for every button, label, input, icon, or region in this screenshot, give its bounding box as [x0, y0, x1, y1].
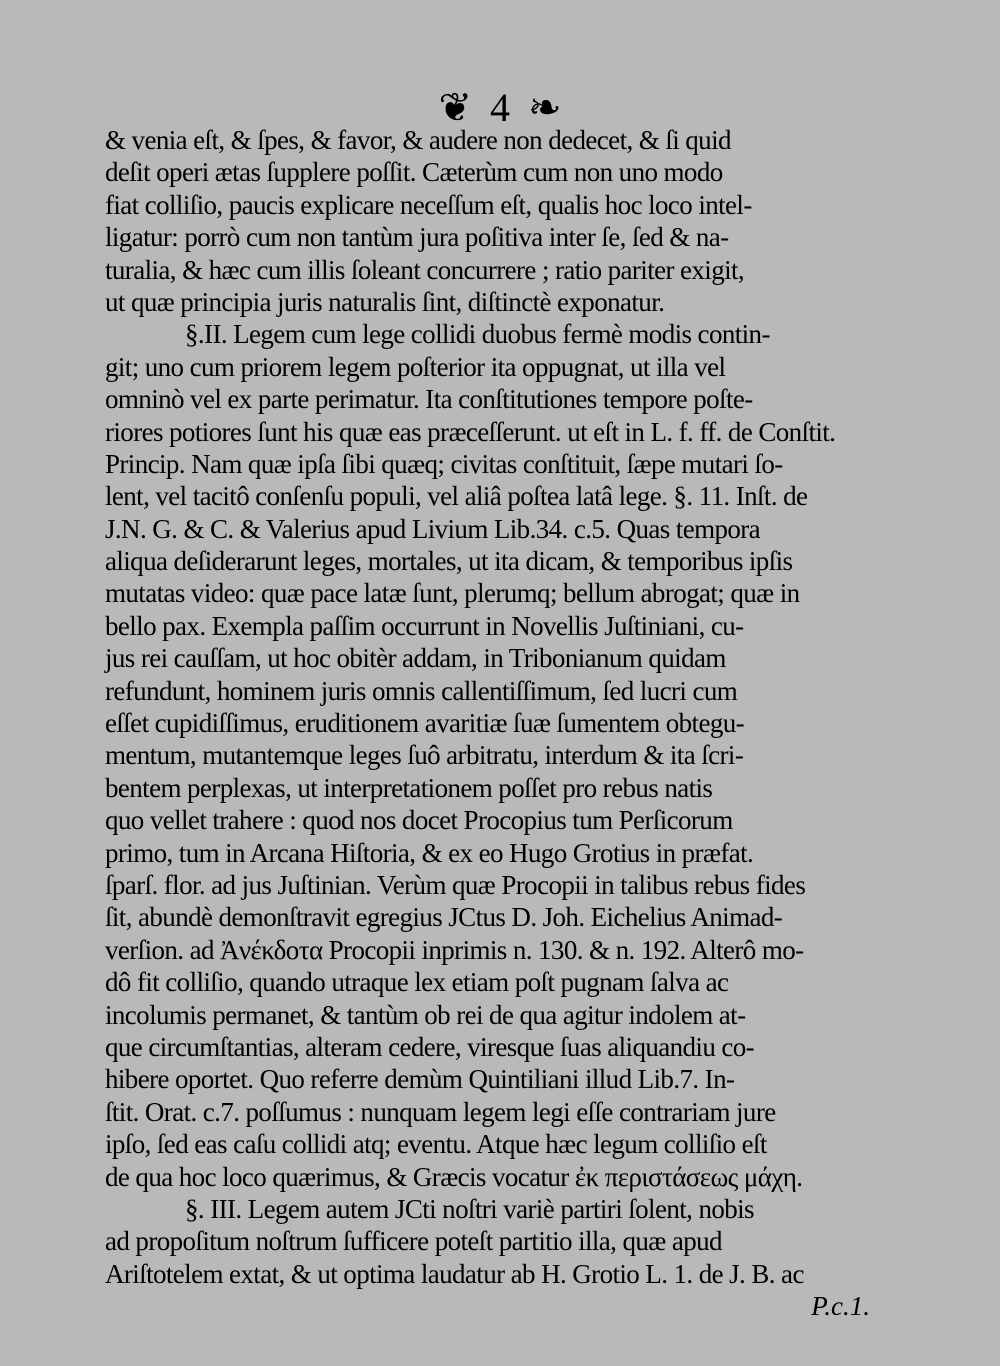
- text-line: mentum, mutantemque leges ſuô arbitratu, interdum & ita ſcri-: [105, 740, 744, 771]
- text-line: incolumis permanet, & tantùm ob rei de qua agitur indolem at-: [105, 999, 746, 1030]
- body-text: [105, 124, 875, 1290]
- text-line: ſit, abundè demonſtravit egregius JCtus D. Joh. Eichelius Animad-: [105, 902, 783, 933]
- text-line: ligatur: porrò cum non tantùm jura poſitiva inter ſe, ſed & na-: [105, 222, 729, 253]
- text-line: ad propoſitum noſtrum ſufficere poteſt partitio illa, quæ apud: [105, 1226, 722, 1257]
- text-line: jus rei cauſſam, ut hoc obitèr addam, in Tribonianum quidam: [105, 643, 726, 674]
- paragraph-start-line: §.II. Legem cum lege collidi duobus fermè modis contin-: [185, 319, 770, 350]
- text-line: J.N. G. & C. & Valerius apud Livium Lib.34. c.5. Quas tempora: [105, 513, 761, 544]
- text-line: & venia eſt, & ſpes, & favor, & audere non dedecet, & ſi quid: [105, 125, 731, 155]
- text-line: turalia, & hæc cum illis ſoleant concurrere ; ratio pariter exigit,: [105, 254, 745, 285]
- left-fleuron-icon: ❦: [438, 84, 472, 130]
- text-line: lent, vel tacitô conſenſu populi, vel aliâ poſtea latâ lege. §. 11. Inſt. de: [105, 481, 808, 512]
- text-line: bello pax. Exempla paſſim occurrunt in Novellis Juſtiniani, cu-: [105, 610, 744, 641]
- text-line: que circumſtantias, alteram cedere, viresque ſuas aliquandiu co-: [105, 1031, 755, 1062]
- text-line: quo vellet trahere : quod nos docet Procopius tum Perſicorum: [105, 805, 733, 836]
- text-line: omninò vel ex parte perimatur. Ita conſtitutiones tempore poſte-: [105, 384, 753, 415]
- text-line: hibere oportet. Quo referre demùm Quintiliani illud Lib.7. In-: [105, 1064, 735, 1095]
- text-line: de qua hoc loco quærimus, & Græcis vocatur ἐκ περιστάσεως μάχη.: [105, 1161, 803, 1192]
- text-line: Ariſtotelem extat, & ut optima laudatur ab H. Grotio L. 1. de J. B. ac: [105, 1258, 804, 1289]
- text-line: bentem perplexas, ut interpretationem poſſet pro rebus natis: [105, 772, 713, 803]
- right-fleuron-icon: ❧: [528, 84, 562, 130]
- text-line: primo, tum in Arcana Hiſtoria, & ex eo Hugo Grotius in præfat.: [105, 837, 754, 868]
- text-line: aliqua deſiderarunt leges, mortales, ut ita dicam, & temporibus ipſis: [105, 546, 793, 577]
- text-line: dô fit colliſio, quando utraque lex etiam poſt pugnam ſalva ac: [105, 967, 729, 998]
- text-line: ut quæ principia juris naturalis ſint, diſtinctè exponatur.: [105, 286, 665, 317]
- catchword: P.c.1.: [811, 1291, 870, 1321]
- text-line: ſparſ. flor. ad jus Juſtinian. Verùm quæ Procopii in talibus rebus fides: [105, 869, 806, 900]
- text-line: git; uno cum priorem legem poſterior ita oppugnat, ut illa vel: [105, 351, 726, 382]
- text-line: ſtit. Orat. c.7. poſſumus : nunquam legem legi eſſe contrariam jure: [105, 1096, 776, 1127]
- paragraph-start-line: §. III. Legem autem JCti noſtri variè partiri ſolent, nobis: [185, 1193, 754, 1224]
- text-line: ipſo, ſed eas caſu collidi atq; eventu. Atque hæc legum colliſio eſt: [105, 1129, 767, 1160]
- text-line: Princip. Nam quæ ipſa ſibi quæq; civitas conſtituit, ſæpe mutari ſo-: [105, 448, 783, 479]
- text-line: riores potiores ſunt his quæ eas præceſſerunt. ut eſt in L. f. ff. de Conſtit.: [105, 416, 836, 447]
- text-line: refundunt, hominem juris omnis callentiſſimum, ſed lucri cum: [105, 675, 738, 706]
- text-line: mutatas video: quæ pace latæ ſunt, plerumq; bellum abrogat; quæ in: [105, 578, 800, 609]
- text-line: fiat colliſio, paucis explicare neceſſum eſt, qualis hoc loco intel-: [105, 189, 752, 220]
- text-line: verſion. ad Ἀνέκδοτα Procopii inprimis n. 130. & n. 192. Alterô mo-: [105, 934, 804, 965]
- text-line: deſit operi ætas ſupplere poſſit. Cæterùm cum non uno modo: [105, 157, 723, 188]
- page-number: 4: [490, 84, 510, 130]
- text-line: eſſet cupidiſſimus, eruditionem avaritiæ ſuæ ſumentem obtegu-: [105, 708, 745, 739]
